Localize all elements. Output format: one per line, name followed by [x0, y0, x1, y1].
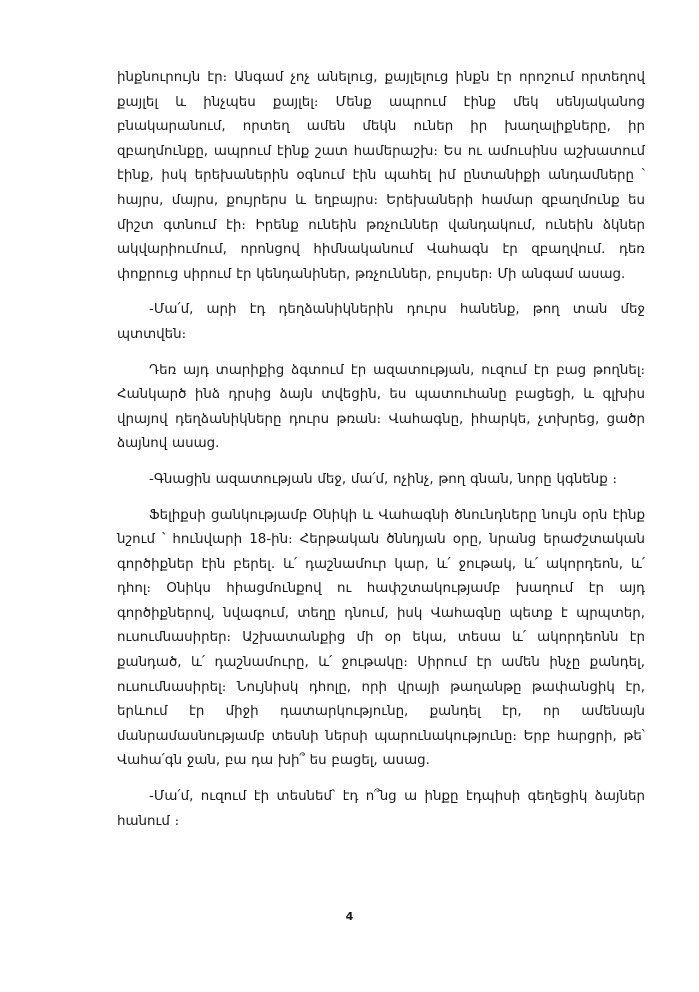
paragraph-dialogue-sounds: -Մա՛մ, ուզում էի տեսնեմ՝ էդ ո՞նց ա ինքը էդպիսի գեղեցիկ ձայներ հանում ։	[117, 789, 645, 829]
page-number: 4	[345, 910, 354, 923]
page-body	[117, 66, 645, 834]
paragraph-dialogue-freedom: -Գնացին ազատության մեջ, մա՛մ, ոչինչ, թող գնան, նորը կգնենք ։	[149, 471, 618, 487]
paragraph-intro: ինքնուրույն էր։ Անգամ չոչ անելուց, քայլելուց ինքն էր որոշում որտեղով քայլել և ինչպես քայլել։ Մենք ապրում էինք մեկ սենյականոց բնակարանում, որտեղ ամեն մեկն ուներ իր խաղալիքները, իր զբաղմունքը, ապրում էինք շատ համերաշխ։ Ես ու ամուսինս աշխատում էինք, իսկ երեխաներին օգնում էին պահել իմ ընտանիքի անդամները ՝ հայրս, մայրս, քույրերս և եղբայրս։ Երեխաների համար զբաղմունք ես միշտ գտնում էի։ Իրենք ունեին թռչուններ վանդակում, ունեին ձկներ ակվարիումում, որոնցով հիմնականում Վահագն էր զբաղվում. դեռ փոքրուց սիրում էր կենդանիներ, թռչուններ, բույսեր։ Մի անգամ ասաց.	[117, 70, 645, 282]
paragraph-freedom: Դեռ այդ տարիքից ձգտում էր ազատության, ուզում էր բաց թողնել։ Հանկարծ ինձ դրսից ձայն տվեցին, ես պատուհանը բացեցի, և գլխիս վրայով դեղձանիկները դուրս թռան։ Վահագնը, իհարկե, չտխրեց, ցածր ձայնով ասաց.	[117, 362, 645, 452]
paragraph-birthday: Ֆելիքսի ցանկությամբ Օնիկի և Վահագնի ծնունդները նույն օրն էինք նշում ՝ հունվարի 18-ին։ Հերթական ծննդյան օրը, նրանց երաժշտական գործիքներ էին բերել. և՛ դաշնամուր կար, և՛ ջութակ, և՛ ակորդեոն, և՛ դհոլ։ Օնիկս հիացմունքով ու հափշտակությամբ խաղում էր այդ գործիքներով, նվագում, տեղը դնում, իսկ Վահագնը պետք է պրպտեր, ուսումնասիրեր։ Աշխատանքից մի օր եկա, տեսա և՛ ակորդեոնն էր քանդած, և՛ դաշնամուրը, և՛ ջութակը։ Սիրում էր ամեն ինչը քանդել, ուսումնասիրել։ Նույնիսկ դհոլը, որի վրայի թաղանթը թափանցիկ էր, երևում էր միջի դատարկությունը, քանդել էր, որ ամենայն մանրամասնությամբ տեսնի ներսի պարունակությունը։ Երբ հարցրի, թե՝ Վահա՛գն ջան, բա դա խի՞ ես բացել, ասաց.	[117, 507, 645, 769]
paragraph-dialogue-canaries: -Մա՛մ, արի էդ դեղձանիկներին դուրս հանենք, թող տան մեջ պտտվեն։	[117, 302, 645, 342]
